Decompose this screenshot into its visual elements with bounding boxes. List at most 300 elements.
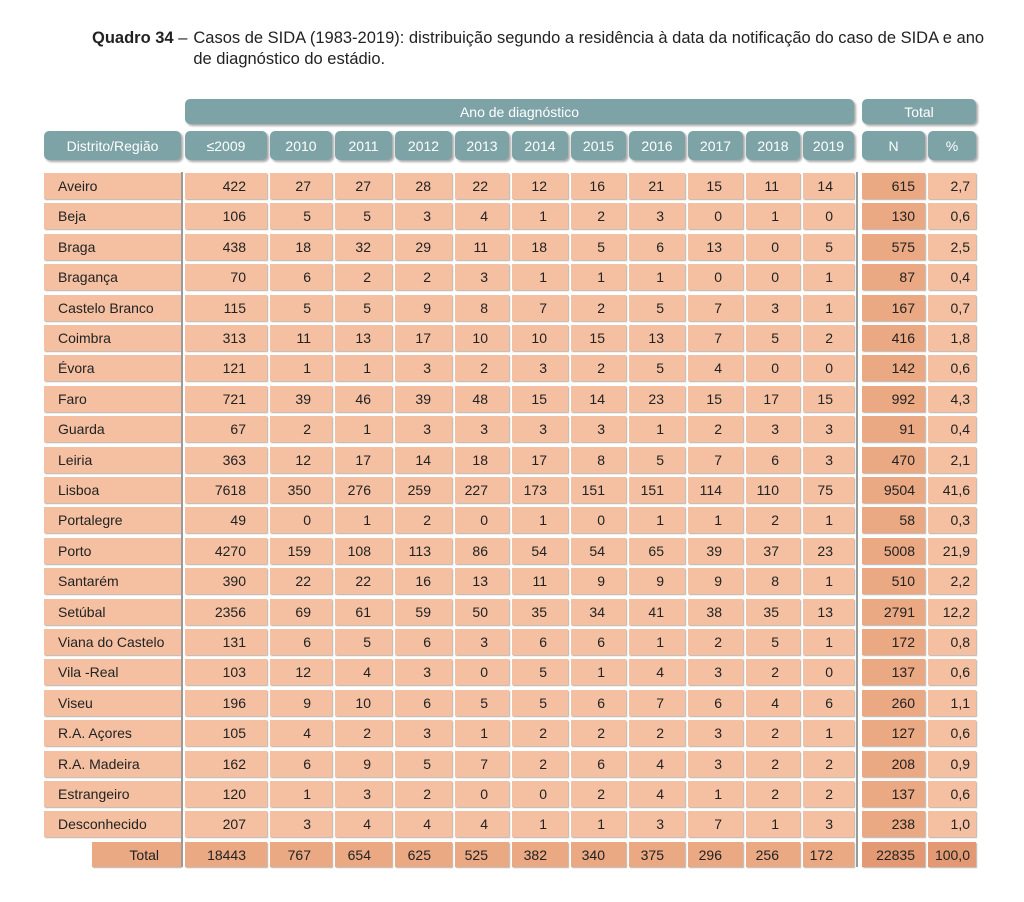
- table-cell: 1: [629, 416, 685, 442]
- table-cell: 7: [688, 811, 743, 837]
- table-cell: 113: [395, 538, 452, 564]
- table-cell: 12: [270, 447, 332, 473]
- table-row-name: Santarém: [44, 568, 181, 594]
- table-cell: 6: [746, 447, 800, 473]
- table-cell: 7: [688, 295, 743, 321]
- table-cell: 2: [803, 781, 854, 807]
- table-cell: 9: [629, 568, 685, 594]
- table-cell-pct: 0,6: [928, 659, 976, 685]
- table-cell: 0: [803, 659, 854, 685]
- total-cell: 625: [395, 842, 452, 867]
- table-cell: 3: [455, 416, 509, 442]
- table-cell: 131: [185, 629, 267, 655]
- table-cell: 67: [185, 416, 267, 442]
- table-cell-pct: 21,9: [928, 538, 976, 564]
- table-cell: 6: [688, 690, 743, 716]
- table-cell: 2: [335, 720, 392, 746]
- table-row-name: Lisboa: [44, 477, 181, 503]
- table-row-name: Leiria: [44, 447, 181, 473]
- table-cell: 22: [335, 568, 392, 594]
- table-row-name: Viana do Castelo: [44, 629, 181, 655]
- total-cell-pct: 100,0: [928, 842, 976, 867]
- table-cell: 9: [270, 690, 332, 716]
- table-cell: 11: [455, 234, 509, 260]
- table-row-name: Porto: [44, 538, 181, 564]
- header-year: 2011: [335, 131, 392, 160]
- table-cell: 35: [512, 599, 568, 625]
- table-cell: 54: [512, 538, 568, 564]
- header-year: 2010: [270, 131, 332, 160]
- caption-label: [92, 28, 187, 70]
- table-cell: 49: [185, 507, 267, 533]
- table-cell: 3: [746, 295, 800, 321]
- table-cell-pct: 0,9: [928, 751, 976, 777]
- header-n: N: [862, 131, 925, 160]
- table-row-name: Bragança: [44, 264, 181, 290]
- table-cell: 4: [629, 751, 685, 777]
- table-cell: 39: [270, 386, 332, 412]
- table-cell: 1: [335, 416, 392, 442]
- table-cell: 2: [746, 659, 800, 685]
- table-cell-n: 142: [862, 355, 925, 381]
- table-cell: 5: [335, 295, 392, 321]
- table-cell: 2: [571, 203, 626, 229]
- table-row-name: Aveiro: [44, 173, 181, 199]
- table-cell: 103: [185, 659, 267, 685]
- total-cell: 767: [270, 842, 332, 867]
- table-cell: 1: [512, 507, 568, 533]
- table-cell-pct: 1,1: [928, 690, 976, 716]
- table-cell: 5: [629, 355, 685, 381]
- table-caption: [92, 28, 992, 70]
- total-cell: 340: [571, 842, 626, 867]
- table-row-name: Beja: [44, 203, 181, 229]
- table-cell: 11: [512, 568, 568, 594]
- table-cell: 3: [395, 355, 452, 381]
- table-cell: 35: [746, 599, 800, 625]
- table-cell: 6: [270, 264, 332, 290]
- table-cell: 70: [185, 264, 267, 290]
- table-cell: 2: [512, 751, 568, 777]
- table-cell: 2356: [185, 599, 267, 625]
- table-cell: 2: [512, 720, 568, 746]
- table-cell: 22: [455, 173, 509, 199]
- table-cell: 1: [746, 811, 800, 837]
- table-cell: 4: [270, 720, 332, 746]
- caption-text: Casos de SIDA (1983-2019): distribuição segundo a residência à data da notificação do caso de SIDA e ano de diagnóstico do estádio.: [193, 29, 985, 68]
- table-cell: 16: [571, 173, 626, 199]
- table-cell: 5: [803, 234, 854, 260]
- table-row-name: Guarda: [44, 416, 181, 442]
- table-row-name: Estrangeiro: [44, 781, 181, 807]
- table-cell-pct: 2,2: [928, 568, 976, 594]
- table-cell: 10: [335, 690, 392, 716]
- table-cell: 15: [803, 386, 854, 412]
- table-cell: 3: [455, 264, 509, 290]
- table-cell: 1: [335, 507, 392, 533]
- table-cell: 2: [270, 416, 332, 442]
- table-cell: 17: [395, 325, 452, 351]
- table-cell: 22: [270, 568, 332, 594]
- table-cell: 159: [270, 538, 332, 564]
- table-cell: 2: [571, 355, 626, 381]
- table-cell-n: 238: [862, 811, 925, 837]
- table-row-name: Vila -Real: [44, 659, 181, 685]
- table-cell: 6: [629, 234, 685, 260]
- table-row-name: Coimbra: [44, 325, 181, 351]
- table-cell: 29: [395, 234, 452, 260]
- table-cell: 18: [270, 234, 332, 260]
- table-cell: 227: [455, 477, 509, 503]
- table-cell: 8: [571, 447, 626, 473]
- table-cell: 3: [335, 781, 392, 807]
- table-row-name: R.A. Açores: [44, 720, 181, 746]
- table-cell: 276: [335, 477, 392, 503]
- header-total-group: Total: [862, 99, 976, 124]
- table-cell: 0: [688, 264, 743, 290]
- table-cell: 1: [270, 355, 332, 381]
- table-cell: 151: [571, 477, 626, 503]
- table-cell: 5: [746, 629, 800, 655]
- table-cell: 5: [512, 690, 568, 716]
- table-row-name: Portalegre: [44, 507, 181, 533]
- table-cell: 18: [512, 234, 568, 260]
- table-cell: 162: [185, 751, 267, 777]
- table-cell: 10: [512, 325, 568, 351]
- table-cell: 61: [335, 599, 392, 625]
- table-cell: 75: [803, 477, 854, 503]
- total-cell: 296: [688, 842, 743, 867]
- table-row-name: Viseu: [44, 690, 181, 716]
- table-cell: 2: [746, 751, 800, 777]
- table-cell-n: 167: [862, 295, 925, 321]
- table-cell: 3: [455, 629, 509, 655]
- table-cell: 2: [395, 264, 452, 290]
- table-cell: 106: [185, 203, 267, 229]
- table-cell: 7: [455, 751, 509, 777]
- total-cell: 382: [512, 842, 568, 867]
- table-cell: 2: [746, 781, 800, 807]
- table-cell: 1: [270, 781, 332, 807]
- total-cell: 525: [455, 842, 509, 867]
- table-cell: 9: [395, 295, 452, 321]
- table-cell: 0: [571, 507, 626, 533]
- table-cell: 1: [746, 203, 800, 229]
- table-row-name: Évora: [44, 355, 181, 381]
- table-cell: 39: [395, 386, 452, 412]
- table-cell: 6: [395, 690, 452, 716]
- table-cell: 0: [746, 264, 800, 290]
- table-cell: 3: [270, 811, 332, 837]
- table-cell-pct: 0,6: [928, 781, 976, 807]
- table-cell: 0: [803, 203, 854, 229]
- table-cell: 14: [803, 173, 854, 199]
- table-cell-pct: 0,8: [928, 629, 976, 655]
- table-cell: 6: [803, 690, 854, 716]
- table-cell: 69: [270, 599, 332, 625]
- table-cell: 120: [185, 781, 267, 807]
- table-cell: 1: [629, 264, 685, 290]
- table-cell: 4: [629, 781, 685, 807]
- table-cell: 1: [512, 203, 568, 229]
- table-cell: 3: [571, 416, 626, 442]
- header-year: 2019: [803, 131, 854, 160]
- table-cell-pct: 0,3: [928, 507, 976, 533]
- table-cell: 4: [335, 811, 392, 837]
- table-cell-n: 5008: [862, 538, 925, 564]
- table-cell: 5: [512, 659, 568, 685]
- table-cell: 46: [335, 386, 392, 412]
- header-district: Distrito/Região: [44, 131, 181, 160]
- table-cell: 0: [803, 355, 854, 381]
- table-cell: 108: [335, 538, 392, 564]
- table-cell: 721: [185, 386, 267, 412]
- table-cell: 5: [270, 295, 332, 321]
- table-cell-n: 127: [862, 720, 925, 746]
- table-cell: 4: [746, 690, 800, 716]
- table-cell: 5: [629, 295, 685, 321]
- table-row-name: Setúbal: [44, 599, 181, 625]
- table-cell: 86: [455, 538, 509, 564]
- table-cell-pct: 0,6: [928, 203, 976, 229]
- table-cell: 4: [688, 355, 743, 381]
- table-cell: 9: [688, 568, 743, 594]
- total-cell: 375: [629, 842, 685, 867]
- table-cell: 7: [512, 295, 568, 321]
- table-cell: 1: [335, 355, 392, 381]
- table-cell: 2: [746, 507, 800, 533]
- table-cell: 0: [455, 507, 509, 533]
- table-cell: 1: [803, 507, 854, 533]
- table-cell: 6: [395, 629, 452, 655]
- table-cell: 39: [688, 538, 743, 564]
- table-cell: 422: [185, 173, 267, 199]
- table-cell: 15: [512, 386, 568, 412]
- table-row-name: Faro: [44, 386, 181, 412]
- table-cell-n: 137: [862, 659, 925, 685]
- table-cell: 3: [395, 720, 452, 746]
- table-cell: 2: [335, 264, 392, 290]
- header-year: 2018: [746, 131, 800, 160]
- table-cell: 34: [571, 599, 626, 625]
- table-cell-n: 992: [862, 386, 925, 412]
- table-cell: 2: [395, 781, 452, 807]
- table-cell-pct: 0,6: [928, 720, 976, 746]
- table-cell: 8: [746, 568, 800, 594]
- table-cell: 4: [455, 203, 509, 229]
- table-cell: 3: [688, 751, 743, 777]
- table-cell: 0: [746, 234, 800, 260]
- table-cell: 1: [803, 629, 854, 655]
- table-cell: 4: [455, 811, 509, 837]
- table-cell: 17: [512, 447, 568, 473]
- table-cell: 1: [629, 629, 685, 655]
- table-cell: 14: [395, 447, 452, 473]
- header-year: ≤2009: [185, 131, 267, 160]
- table-cell: 2: [746, 720, 800, 746]
- total-cell: 654: [335, 842, 392, 867]
- table-cell: 3: [629, 811, 685, 837]
- total-cell: 172: [803, 842, 854, 867]
- table-cell-pct: 2,1: [928, 447, 976, 473]
- table-cell-n: 260: [862, 690, 925, 716]
- table-cell: 5: [455, 690, 509, 716]
- table-cell: 2: [571, 781, 626, 807]
- table-cell: 1: [571, 811, 626, 837]
- table-cell: 390: [185, 568, 267, 594]
- table-cell: 2: [688, 629, 743, 655]
- table-cell: 0: [270, 507, 332, 533]
- caption-dash: –: [173, 29, 188, 47]
- table-cell: 7: [688, 325, 743, 351]
- table-cell: 207: [185, 811, 267, 837]
- table-cell: 10: [455, 325, 509, 351]
- table-cell: 5: [629, 447, 685, 473]
- table-cell: 37: [746, 538, 800, 564]
- header-year-group: Ano de diagnóstico: [185, 99, 854, 124]
- table-cell: 2: [688, 416, 743, 442]
- table-cell-pct: 0,7: [928, 295, 976, 321]
- header-year: 2016: [629, 131, 685, 160]
- table-cell: 2: [395, 507, 452, 533]
- caption-number: Quadro 34: [92, 29, 174, 47]
- table-cell: 350: [270, 477, 332, 503]
- table-cell-n: 615: [862, 173, 925, 199]
- table-cell: 3: [629, 203, 685, 229]
- table-cell: 59: [395, 599, 452, 625]
- table-cell: 41: [629, 599, 685, 625]
- table-cell: 13: [335, 325, 392, 351]
- table-cell: 105: [185, 720, 267, 746]
- table-cell: 8: [455, 295, 509, 321]
- table-cell-n: 172: [862, 629, 925, 655]
- table-cell: 9: [335, 751, 392, 777]
- table-cell: 5: [395, 751, 452, 777]
- header-year: 2013: [455, 131, 509, 160]
- table-cell-n: 58: [862, 507, 925, 533]
- table-cell-n: 137: [862, 781, 925, 807]
- table-cell: 151: [629, 477, 685, 503]
- table-cell: 196: [185, 690, 267, 716]
- table-cell-pct: 4,3: [928, 386, 976, 412]
- table-cell: 0: [746, 355, 800, 381]
- table-cell-pct: 1,0: [928, 811, 976, 837]
- table-cell-pct: 0,6: [928, 355, 976, 381]
- table-cell-n: 208: [862, 751, 925, 777]
- table-cell: 14: [571, 386, 626, 412]
- table-cell: 15: [571, 325, 626, 351]
- table-cell: 48: [455, 386, 509, 412]
- table-cell-pct: 0,4: [928, 416, 976, 442]
- table-cell: 9: [571, 568, 626, 594]
- table-cell: 1: [803, 264, 854, 290]
- table-cell: 3: [395, 659, 452, 685]
- header-year: 2017: [688, 131, 743, 160]
- table-cell: 28: [395, 173, 452, 199]
- header-year: 2015: [571, 131, 626, 160]
- table-cell-pct: 2,5: [928, 234, 976, 260]
- table-cell: 1: [803, 295, 854, 321]
- table-cell: 2: [803, 751, 854, 777]
- table-cell: 1: [629, 507, 685, 533]
- table-cell: 3: [803, 811, 854, 837]
- header-pct: %: [928, 131, 976, 160]
- table-cell: 5: [270, 203, 332, 229]
- table-cell: 3: [688, 659, 743, 685]
- table-cell: 27: [270, 173, 332, 199]
- table-cell: 15: [688, 173, 743, 199]
- table-cell-n: 575: [862, 234, 925, 260]
- table-cell: 7: [688, 447, 743, 473]
- total-cell-n: 22835: [862, 842, 925, 867]
- table-cell: 2: [571, 720, 626, 746]
- table-cell: 13: [629, 325, 685, 351]
- table-cell: 438: [185, 234, 267, 260]
- table-cell: 21: [629, 173, 685, 199]
- table-cell: 1: [803, 568, 854, 594]
- table-cell: 0: [455, 659, 509, 685]
- table-cell: 5: [335, 203, 392, 229]
- table-cell: 50: [455, 599, 509, 625]
- table-cell-n: 9504: [862, 477, 925, 503]
- table-cell: 173: [512, 477, 568, 503]
- table-cell: 18: [455, 447, 509, 473]
- table-cell-n: 470: [862, 447, 925, 473]
- table-cell: 1: [512, 811, 568, 837]
- header-year: 2012: [395, 131, 452, 160]
- table-cell: 13: [803, 599, 854, 625]
- table-cell: 2: [455, 355, 509, 381]
- column-separator: [181, 172, 183, 867]
- table-cell: 313: [185, 325, 267, 351]
- table-cell: 11: [746, 173, 800, 199]
- table-cell: 1: [688, 507, 743, 533]
- table-cell: 1: [803, 720, 854, 746]
- table-cell: 7618: [185, 477, 267, 503]
- table-cell: 23: [629, 386, 685, 412]
- table-cell: 6: [571, 751, 626, 777]
- table-row-name: Braga: [44, 234, 181, 260]
- table-cell: 259: [395, 477, 452, 503]
- table-cell: 6: [270, 751, 332, 777]
- table-cell: 13: [688, 234, 743, 260]
- table-cell: 6: [571, 629, 626, 655]
- table-cell-n: 87: [862, 264, 925, 290]
- table-cell: 16: [395, 568, 452, 594]
- table-cell: 4: [335, 659, 392, 685]
- total-cell: 256: [746, 842, 800, 867]
- table-cell-pct: 12,2: [928, 599, 976, 625]
- table-cell-pct: 41,6: [928, 477, 976, 503]
- table-cell: 110: [746, 477, 800, 503]
- table-row-name: Desconhecido: [44, 811, 181, 837]
- table-cell: 3: [395, 416, 452, 442]
- table-cell-pct: 1,8: [928, 325, 976, 351]
- table-cell: 27: [335, 173, 392, 199]
- table-cell: 0: [512, 781, 568, 807]
- table-cell: 3: [803, 416, 854, 442]
- table-cell: 11: [270, 325, 332, 351]
- table-cell: 1: [571, 659, 626, 685]
- table-cell-n: 91: [862, 416, 925, 442]
- table-cell-n: 130: [862, 203, 925, 229]
- table-cell: 2: [571, 295, 626, 321]
- table-cell: 3: [803, 447, 854, 473]
- table-cell: 5: [746, 325, 800, 351]
- table-cell: 7: [629, 690, 685, 716]
- table-cell: 1: [571, 264, 626, 290]
- table-cell: 6: [571, 690, 626, 716]
